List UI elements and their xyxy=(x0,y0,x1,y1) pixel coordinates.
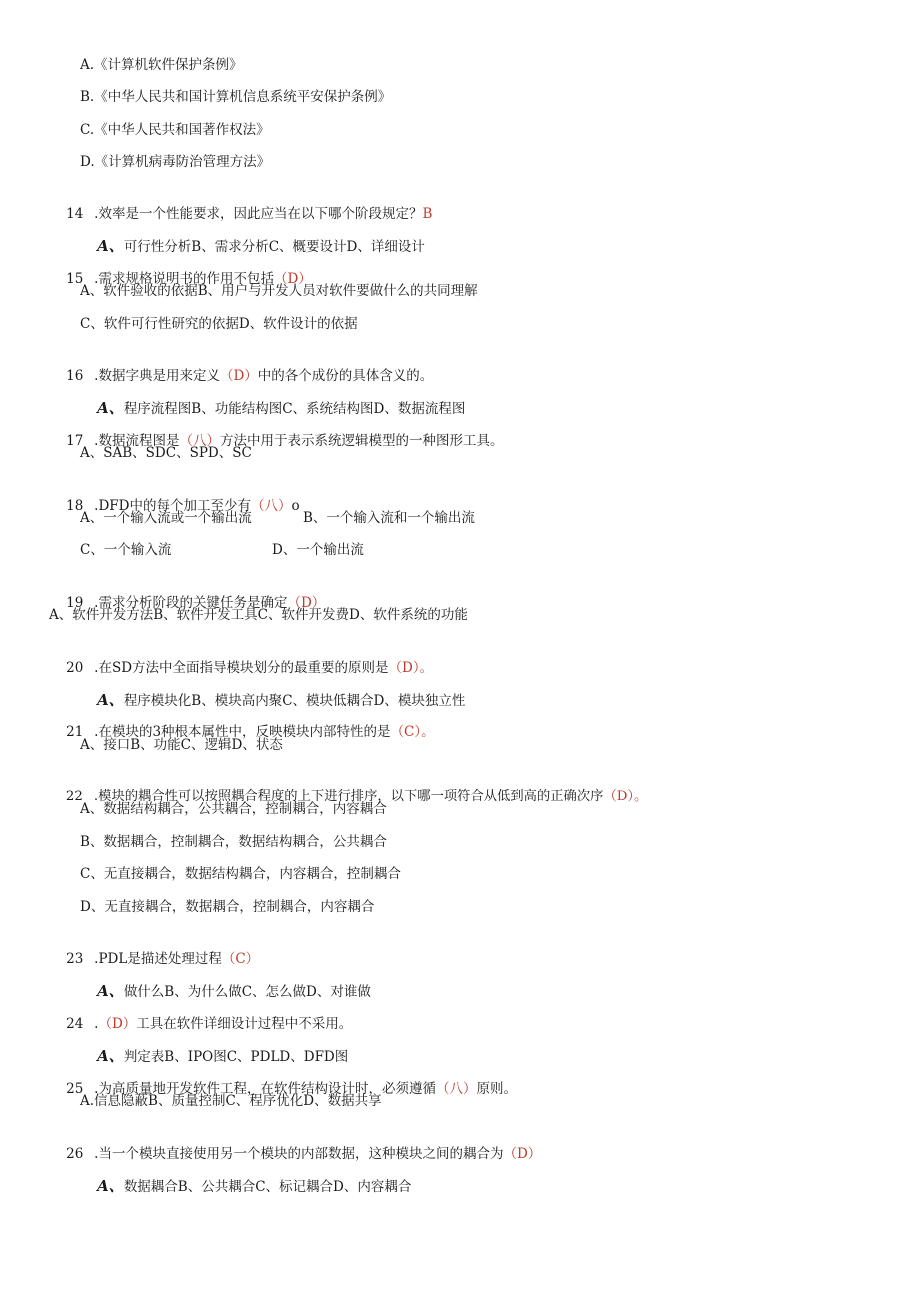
question-tail: 原则。 xyxy=(476,1081,517,1097)
option-line: A、一个输入流或一个输出流 xyxy=(80,510,252,526)
option-line: C、无直接耦合，数据结构耦合，内容耦合，控制耦合 xyxy=(80,866,401,882)
option-line xyxy=(80,1156,411,1217)
question-text: .当一个模块直接使用另一个模块的内部数据，这种模块之间的耦合为 xyxy=(94,1146,504,1162)
answer-mark: （C） xyxy=(221,951,260,967)
question-text: .模块的耦合性可以按照耦合程度的上下进行排序，以下哪一项符合从低到高的正确次序 xyxy=(93,789,604,804)
option-a-label: A、 xyxy=(97,237,124,255)
question-text: . xyxy=(94,1016,99,1032)
option-line: A、SAB、SDC、SPD、SC xyxy=(80,445,252,461)
question-number: 23 xyxy=(66,951,84,967)
answer-mark: （八） xyxy=(435,1081,477,1097)
answer-mark: （C） xyxy=(390,724,422,740)
option-line: C、一个输入流 xyxy=(80,542,172,558)
question-tail: 。 xyxy=(634,789,648,804)
option-line: D.《计算机病毒防治管理方法》 xyxy=(80,154,271,170)
question-text: .数据字典是用来定义 xyxy=(94,368,220,384)
question-tail: 方法中用于表示系统逻辑模型的一种图形工具。 xyxy=(219,433,504,449)
option-line: A、软件验收的依据B、用户与开发人员对软件要做什么的共同理解 xyxy=(80,283,478,299)
option-line: C、软件可行性研究的依据D、软件设计的依据 xyxy=(80,316,358,332)
question-number: 22 xyxy=(65,789,83,804)
option-a-label: A、 xyxy=(97,691,124,709)
question-text: .PDL是描述处理过程 xyxy=(94,951,222,967)
question-number: 19 xyxy=(66,595,84,611)
question-text: .需求规格说明书的作用不包括 xyxy=(94,271,274,287)
answer-mark: （八） xyxy=(250,498,292,514)
option-a-label: A、 xyxy=(97,1047,124,1065)
question-text: .需求分析阶段的关键任务是确定 xyxy=(94,595,288,611)
answer-mark: （D） xyxy=(287,595,326,611)
question-tail: o xyxy=(291,498,300,514)
option-text: 可行性分析B、需求分析C、概要设计D、详细设计 xyxy=(123,239,425,255)
question-text: .效率是一个性能要求，因此应当在以下哪个阶段规定？ xyxy=(94,206,423,222)
answer-mark: （D） xyxy=(603,789,635,804)
question-number: 24 xyxy=(66,1016,84,1032)
option-line: A、接口B、功能C、逻辑D、状态 xyxy=(80,737,283,753)
question-tail: 。 xyxy=(419,660,434,676)
option-a-label: A、 xyxy=(97,399,124,417)
option-text: 数据耦合B、公共耦合C、标记耦合D、内容耦合 xyxy=(123,1179,412,1195)
answer-mark: （D） xyxy=(98,1016,137,1032)
question-number: 18 xyxy=(66,498,84,514)
option-a-label: A、 xyxy=(97,982,124,1000)
answer-mark: （D） xyxy=(388,660,420,676)
option-text: 做什么B、为什么做C、怎么做D、对谁做 xyxy=(123,984,371,1000)
answer-mark: （八） xyxy=(179,433,220,449)
option-line: B、数据耦合，控制耦合，数据结构耦合，公共耦合 xyxy=(80,834,387,850)
option-text: 程序模块化B、模块高内聚C、模块低耦合D、模块独立性 xyxy=(123,693,466,709)
option-line: B、一个输入流和一个输出流 xyxy=(303,510,475,526)
question-tail: 工具在软件详细设计过程中不采用。 xyxy=(136,1016,353,1032)
answer-mark: （D） xyxy=(219,368,258,384)
option-line: D、一个输出流 xyxy=(272,542,364,558)
question-tail: 中的各个成份的具体含义的。 xyxy=(257,368,434,384)
option-a-label: A、 xyxy=(97,1177,124,1195)
question-text: .数据流程图是 xyxy=(94,433,180,449)
question-number: 17 xyxy=(66,433,84,449)
option-line: A、数据结构耦合，公共耦合，控制耦合，内容耦合 xyxy=(80,801,387,817)
question-number: 15 xyxy=(66,271,84,287)
question-text: .为高质量地开发软件工程，在软件结构设计时，必须遵循 xyxy=(94,1081,436,1097)
option-text: 判定表B、IPO图C、PDLD、DFD图 xyxy=(123,1049,349,1065)
question-text: .在SD方法中全面指导模块划分的最重要的原则是 xyxy=(94,660,389,676)
question-number: 16 xyxy=(66,368,84,384)
question-tail: 。 xyxy=(421,724,435,740)
option-line: A.信息隐蔽B、质量控制C、程序优化D、数据共享 xyxy=(80,1093,382,1109)
question-number: 25 xyxy=(66,1081,84,1097)
question-number: 26 xyxy=(66,1146,84,1162)
answer-mark: （D） xyxy=(273,271,312,287)
option-line: D、无直接耦合，数据耦合，控制耦合，内容耦合 xyxy=(80,899,375,915)
question-number: 21 xyxy=(66,724,84,740)
option-line: C.《中华人民共和国著作权法》 xyxy=(80,122,270,138)
question-number: 14 xyxy=(66,206,84,222)
option-text: 程序流程图B、功能结构图C、系统结构图D、数据流程图 xyxy=(123,401,466,417)
option-line: A、软件开发方法B、软件开发工具C、软件开发费D、软件系统的功能 xyxy=(49,607,468,623)
question-text: .在模块的3种根本属性中，反映模块内部特性的是 xyxy=(94,724,391,740)
option-line: B.《中华人民共和国计算机信息系统平安保护条例》 xyxy=(80,89,392,105)
question-text: .DFD中的每个加工至少有 xyxy=(94,498,251,514)
option-line: A.《计算机软件保护条例》 xyxy=(80,57,243,73)
answer-mark: B xyxy=(422,206,433,222)
answer-mark: （D） xyxy=(503,1146,542,1162)
question-number: 20 xyxy=(66,660,84,676)
